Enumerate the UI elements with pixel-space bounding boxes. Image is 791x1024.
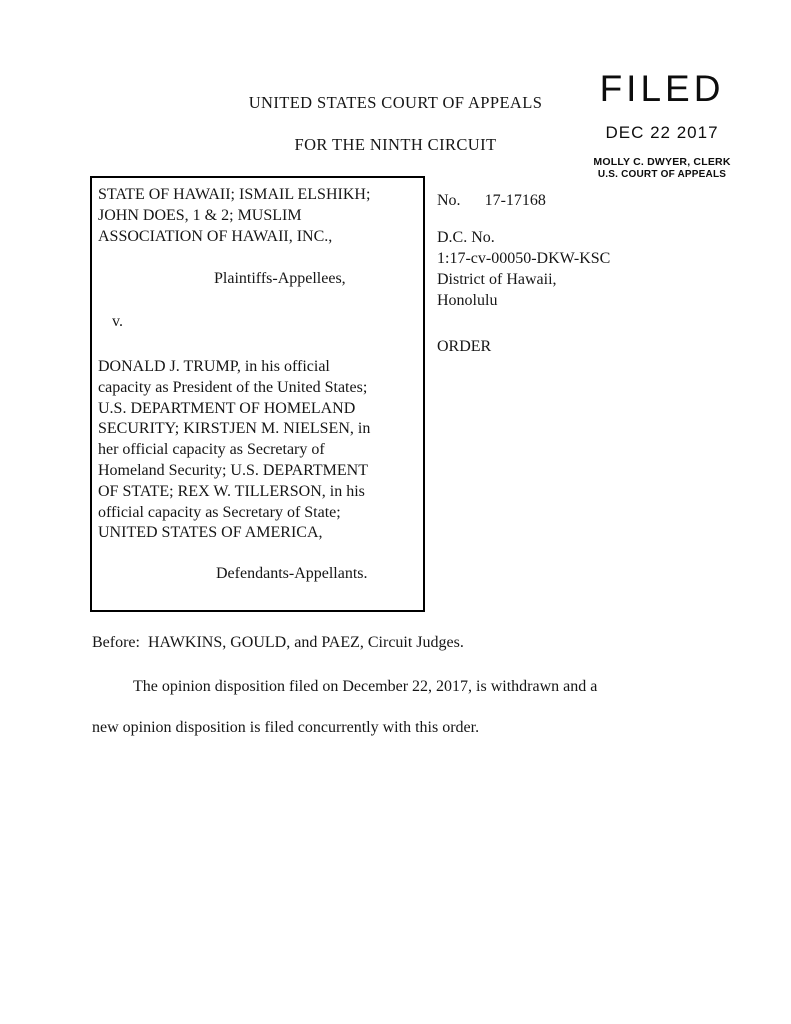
defendants-names: DONALD J. TRUMP, in his official capacity as President of the United States; U.S. DEPARTMENT OF HOMELAND SECURITY; KIRSTJEN M. NIELSEN, in her official capacity as Secretary of Homeland Security; U.S. DEPARTMENT OF STATE; REX W. TILLERSON, in his official capacity as Secretary of State; UNITED STATES OF AMERICA, [98,357,371,542]
panel-judges-line: Before: HAWKINS, GOULD, and PAEZ, Circuit Judges. [92,634,464,651]
defendants-role: Defendants-Appellants. [216,565,368,583]
versus-label: v. [112,313,123,331]
case-info-column [437,190,737,357]
plaintiffs-names: STATE OF HAWAII; ISMAIL ELSHIKH; JOHN DOES, 1 & 2; MUSLIM ASSOCIATION OF HAWAII, INC., [98,186,371,245]
court-title: UNITED STATES COURT OF APPEALS [248,93,543,112]
filed-stamp-date: DEC 22 2017 [605,123,719,142]
clerk-name: MOLLY C. DWYER, CLERK [593,156,731,168]
filed-stamp [578,70,746,181]
case-number-label: No. [437,192,461,209]
clerk-office: U.S. COURT OF APPEALS [597,168,727,180]
circuit-title: FOR THE NINTH CIRCUIT [294,135,497,154]
plaintiffs-role: Plaintiffs-Appellees, [214,270,346,288]
case-number-value: 17-17168 [484,192,546,209]
case-number-line [437,190,737,211]
order-heading: ORDER [437,338,492,355]
order-body-paragraph: The opinion disposition filed on December 22, 2017, is withdrawn and a new opinion disposition is filed concurrently with this order. [92,678,598,736]
district-court-number: D.C. No. 1:17-cv-00050-DKW-KSC District of Hawaii, Honolulu [437,229,611,309]
case-caption-box [90,176,425,612]
filed-stamp-label: FILED [599,68,725,109]
